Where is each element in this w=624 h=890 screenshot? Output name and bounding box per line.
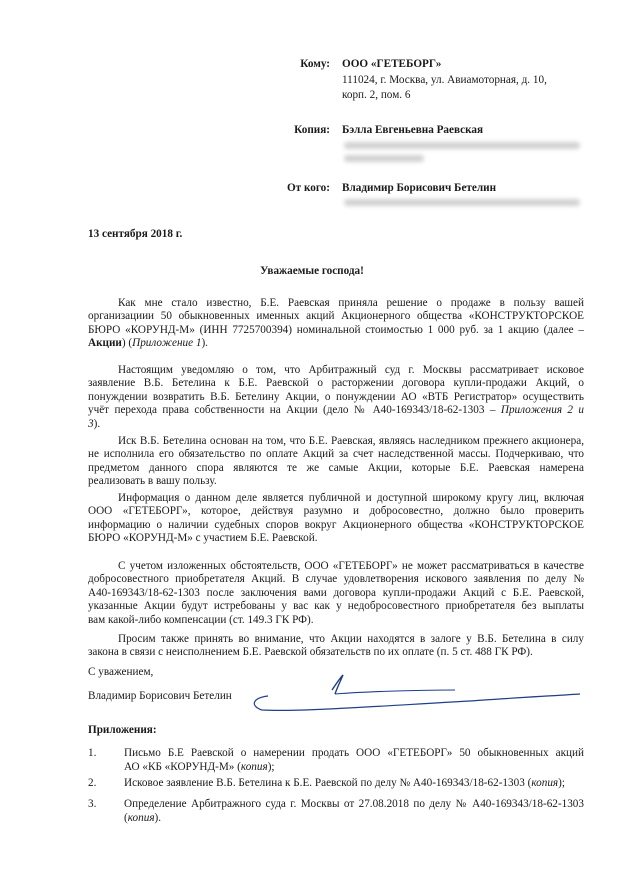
p4-line-3: информацию о наличии судебных споров вокруг Акционерного общества «КОНСТРУКТОРСКОЕ (88, 518, 584, 531)
to-address-line-1: 111024, г. Москва, ул. Авиамоторная, д. 10, (342, 74, 547, 86)
from-name: Владимир Борисович Бетелин (342, 182, 497, 194)
paragraph-6 (88, 633, 584, 660)
p1-text: ) ( (121, 337, 133, 350)
p6-line-2: закона в связи с неисполнением Б.Е. Раевской обязательств по их оплате (п. 5 ст. 488 ГК РФ). (88, 646, 533, 659)
p3-line-1: Иск В.Б. Бетелина основан на том, что Б.Е. Раевская, являясь наследником прежнего акционера, (118, 435, 584, 447)
attachment-text (124, 776, 584, 790)
attachment-number: 2. (88, 777, 97, 789)
attachment-1-line-1: Письмо Б.Е Раевской о намерении продать ООО «ГЕТЕБОРГ» 50 обыкновенных акций (124, 747, 584, 759)
copy-marker: копия (240, 761, 268, 773)
p2-text-end: ). (93, 417, 101, 430)
p5-line-2: добросовестного приобретателя Акций. В случае удовлетворения искового заявления по делу № (88, 573, 584, 586)
to-label: Кому: (300, 58, 330, 70)
attachment-3-text: ( (124, 812, 128, 824)
p2-case-text: учёт перехода права собственности на Акции (дело № А40-169343/18-62-1303 – (88, 404, 496, 417)
p5-line-3: А40-169343/18-62-1303 после заключения вами договора купли-продажи Акций с Б.Е. Раевской, (88, 586, 584, 599)
copy-marker: копия (127, 812, 155, 824)
paragraph-3 (88, 435, 584, 489)
attachment-1-text: АО «КБ «КОРУНД-М» ( (124, 761, 241, 773)
p2-line-4 (88, 404, 584, 417)
p1-line-3: БЮРО «КОРУНД-М» (ИНН 7725700394) номинальной стоимостью 1 000 руб. за 1 акцию (далее – (88, 323, 584, 336)
attachment-1-end: ); (267, 761, 275, 773)
attachment-item-2 (88, 776, 588, 792)
to-address-line-2: корп. 2, пом. 6 (342, 89, 411, 101)
p4-line-2: ООО «ГЕТЕБОРГ», которое, действуя разумно и добросовестно, должно было проверить (88, 505, 584, 518)
attachment-number: 3. (88, 798, 97, 810)
attachment-item-1 (88, 746, 588, 774)
copy-name: Бэлла Евгеньевна Раевская (342, 124, 484, 136)
redacted-copy-address-1 (344, 142, 580, 149)
redacted-from-address (344, 199, 580, 206)
copy-label: Копия: (294, 124, 330, 136)
signer-name: Владимир Борисович Бетелин (88, 690, 232, 702)
p3-line-2: не исполнила его обязательство по оплате Акций за счет наследственной массы. Подчеркиваю, что (88, 448, 584, 461)
attachment-ref-1: Приложение 1 (132, 337, 202, 350)
closing: С уважением, (88, 666, 154, 678)
p1-line-1: Как мне стало известно, Б.Е. Раевская приняла решение о продаже в пользу вашей (118, 297, 584, 309)
p2-line-5 (88, 418, 584, 431)
p6-line-1: Просим также принять во внимание, что Акции находятся в залоге у В.Б. Бетелина в силу (118, 633, 584, 645)
attachment-ref-2: Приложения 2 и (500, 404, 585, 417)
redacted-copy-address-2 (344, 155, 424, 162)
paragraph-1 (88, 297, 584, 351)
p1-line-4 (88, 337, 584, 350)
paragraph-2 (88, 364, 584, 431)
attachment-3-end: ). (154, 812, 162, 824)
p1-line-2: организациии 50 обыкновенных именных акций Акционерного общества «КОНСТРУКТОРСКОЕ (88, 310, 584, 323)
p5-line-1: С учетом изложенных обстоятельств, ООО «ГЕТЕБОРГ» не может рассматриваться в качестве (118, 560, 584, 572)
p4-line-4: БЮРО «КОРУНД-М» с участием Б.Е. Раевской. (88, 532, 318, 545)
p3-line-4: реализовать в вашу пользу. (88, 475, 217, 488)
letter-date: 13 сентября 2018 г. (88, 228, 183, 240)
attachment-3-line-2 (124, 811, 584, 825)
attachment-ref-3: 3 (88, 417, 94, 430)
attachments-title: Приложения: (88, 724, 157, 736)
salutation: Уважаемые господа! (260, 265, 364, 277)
handwritten-signature (240, 668, 600, 714)
attachment-number: 1. (88, 747, 97, 759)
paragraph-4 (88, 492, 584, 546)
p2-line-3: понуждении возвратить В.Б. Бетелину Акции, о понуждении АО «ВТБ Регистратор» осуществить (88, 390, 584, 403)
attachment-text (124, 746, 584, 774)
p1-text-end: ). (201, 337, 208, 350)
attachment-item-3 (88, 797, 588, 825)
attachment-text (124, 797, 584, 825)
p2-line-2: заявление В.Б. Бетелина к Б.Е. Раевской о расторжении договора купли-продажи Акций, о (88, 377, 584, 390)
p5-line-4: указанные Акции будут истребованы у вас как у недобросовестного приобретателя без выплаты (88, 600, 584, 613)
p2-line-1: Настоящим уведомляю о том, что Арбитражный суд г. Москвы рассматривает исковое (118, 364, 584, 376)
copy-marker: копия (531, 777, 559, 789)
paragraph-5 (88, 560, 584, 627)
attachment-2-end: ); (558, 777, 565, 789)
p3-line-3: предметом данного спора являются те же самые Акции, которые Б.Е. Раевская намерена (88, 461, 584, 474)
attachment-1-line-2 (124, 760, 584, 774)
attachment-3-line-1: Определение Арбитражного суда г. Москвы от 27.08.2018 по делу № А40-169343/18-62-1303 (124, 798, 584, 810)
p4-line-1: Информация о данном деле является публичной и доступной широкому кругу лиц, включая (118, 492, 584, 504)
to-name: ООО «ГЕТЕБОРГ» (342, 58, 442, 70)
attachment-2-text: Исковое заявление В.Б. Бетелина к Б.Е. Раевской по делу № А40-169343/18-62-1303 ( (124, 777, 532, 789)
from-label: От кого: (286, 182, 330, 194)
p5-line-5: вам какой-либо компенсации (ст. 149.3 ГК РФ). (88, 613, 314, 626)
defined-term-shares: Акции (88, 337, 122, 350)
